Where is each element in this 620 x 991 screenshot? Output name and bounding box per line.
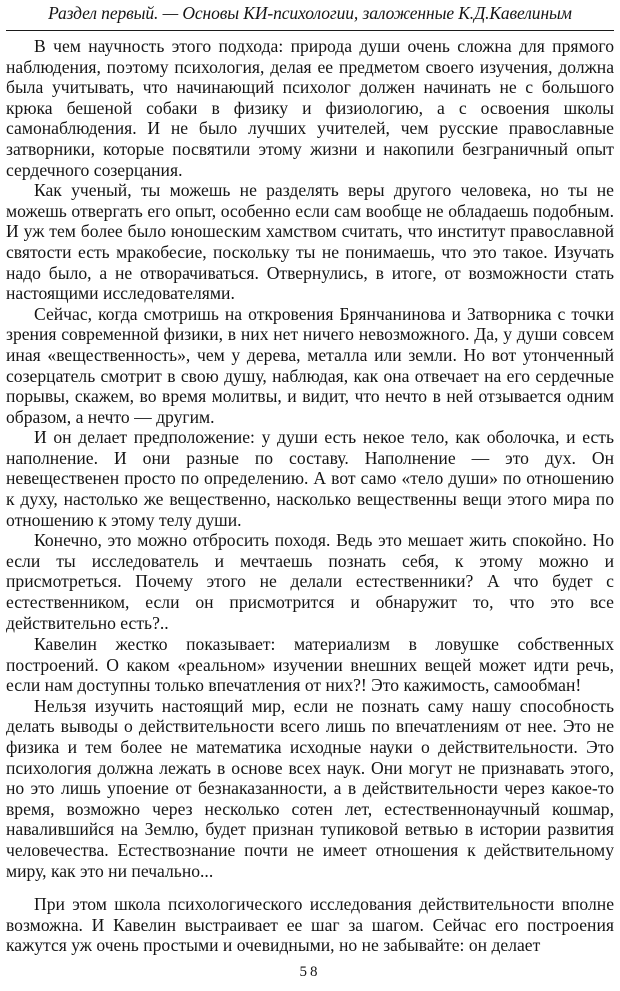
running-header: Раздел первый. — Основы КИ-психологии, заложенные К.Д.Кавелиным [48, 3, 572, 23]
paragraph: Как ученый, ты можешь не разделять веры другого человека, но ты не можешь отвергать его опыт, особенно если сам вообще не обладаешь подобным. И уж тем более было юношеским хамством считать, что институт православной святости есть мракобесие, поскольку ты не понимаешь, что это такое. Изучать надо было, а не отворачиваться. Отвернулись, в итоге, от возможности стать настоящими исследователями. [6, 180, 614, 304]
paragraph: Конечно, это можно отбросить походя. Ведь это мешает жить спокойно. Но если ты исследователь и мечтаешь познать себя, к этому можно и присмотреться. Почему этого не делали естественники? А что будет с естественником, если он присмотрится и обнаружит то, что это все действительно есть?.. [6, 530, 614, 633]
paragraph: Кавелин жестко показывает: материализм в ловушке собственных построений. О каком «реальном» изучении внешних вещей может идти речь, если нам доступны только впечатления от них?! Это кажимость, самообман! [6, 634, 614, 696]
paragraph: Сейчас, когда смотришь на откровения Брянчанинова и Затворника с точки зрения современной физики, в них нет ничего невозможного. Да, у души совсем иная «вещественность», чем у дерева, металла или земли. Но вот утонченный созерцатель смотрит в свою душу, наблюдая, как она отвечает на его сердечные порывы, скажем, во время молитвы, и видит, что нечто в ней отзывается одним образом, а нечто — другим. [6, 303, 614, 427]
text-block-1 [6, 36, 614, 633]
header-rule [6, 30, 614, 31]
text-block-3 [6, 894, 614, 956]
text-block-2 [6, 634, 614, 881]
paragraph: При этом школа психологического исследования действительности вполне возможна. И Кавелин выстраивает ее шаг за шагом. Сейчас его построения кажутся уж очень простыми и очевидными, но не забывайте: он делает [6, 894, 614, 956]
paragraph: И он делает предположение: у души есть некое тело, как оболочка, и есть наполнение. И они разные по составу. Наполнение — это дух. Он невещественен просто по определению. А вот само «тело души» по отношению к духу, настолько же вещественно, насколько вещественны вещи этого мира по отношению к этому телу души. [6, 427, 614, 530]
paragraph: В чем научность этого подхода: природа души очень сложна для прямого наблюдения, поэтому психология, делая ее предметом своего изучения, должна была учитывать, что начинающий психолог должен начинать не с большого крюка бешеной собаки в физику и физиологию, а с освоения школы самонаблюдения. И не было лучших учителей, чем русские православные затворники, которые посвятили этому жизни и накопили безграничный опыт сердечного созерцания. [6, 36, 614, 180]
page-number: 58 [299, 964, 321, 980]
paragraph: Нельзя изучить настоящий мир, если не познать саму нашу способность делать выводы о действительности всего лишь по впечатлениям от нее. Это не физика и тем более не математика исходные науки о действительности. Это психология должна лежать в основе всех наук. Они могут не признавать этого, но это лишь упоение от безнаказанности, а в действительности через какое-то время, возможно через несколько сотен лет, естественнонаучный кошмар, навалившийся на Землю, будет признан тупиковой ветвью в истории развития человечества. Естествознание почти не имеет отношения к действительному миру, как это ни печально... [6, 695, 614, 881]
